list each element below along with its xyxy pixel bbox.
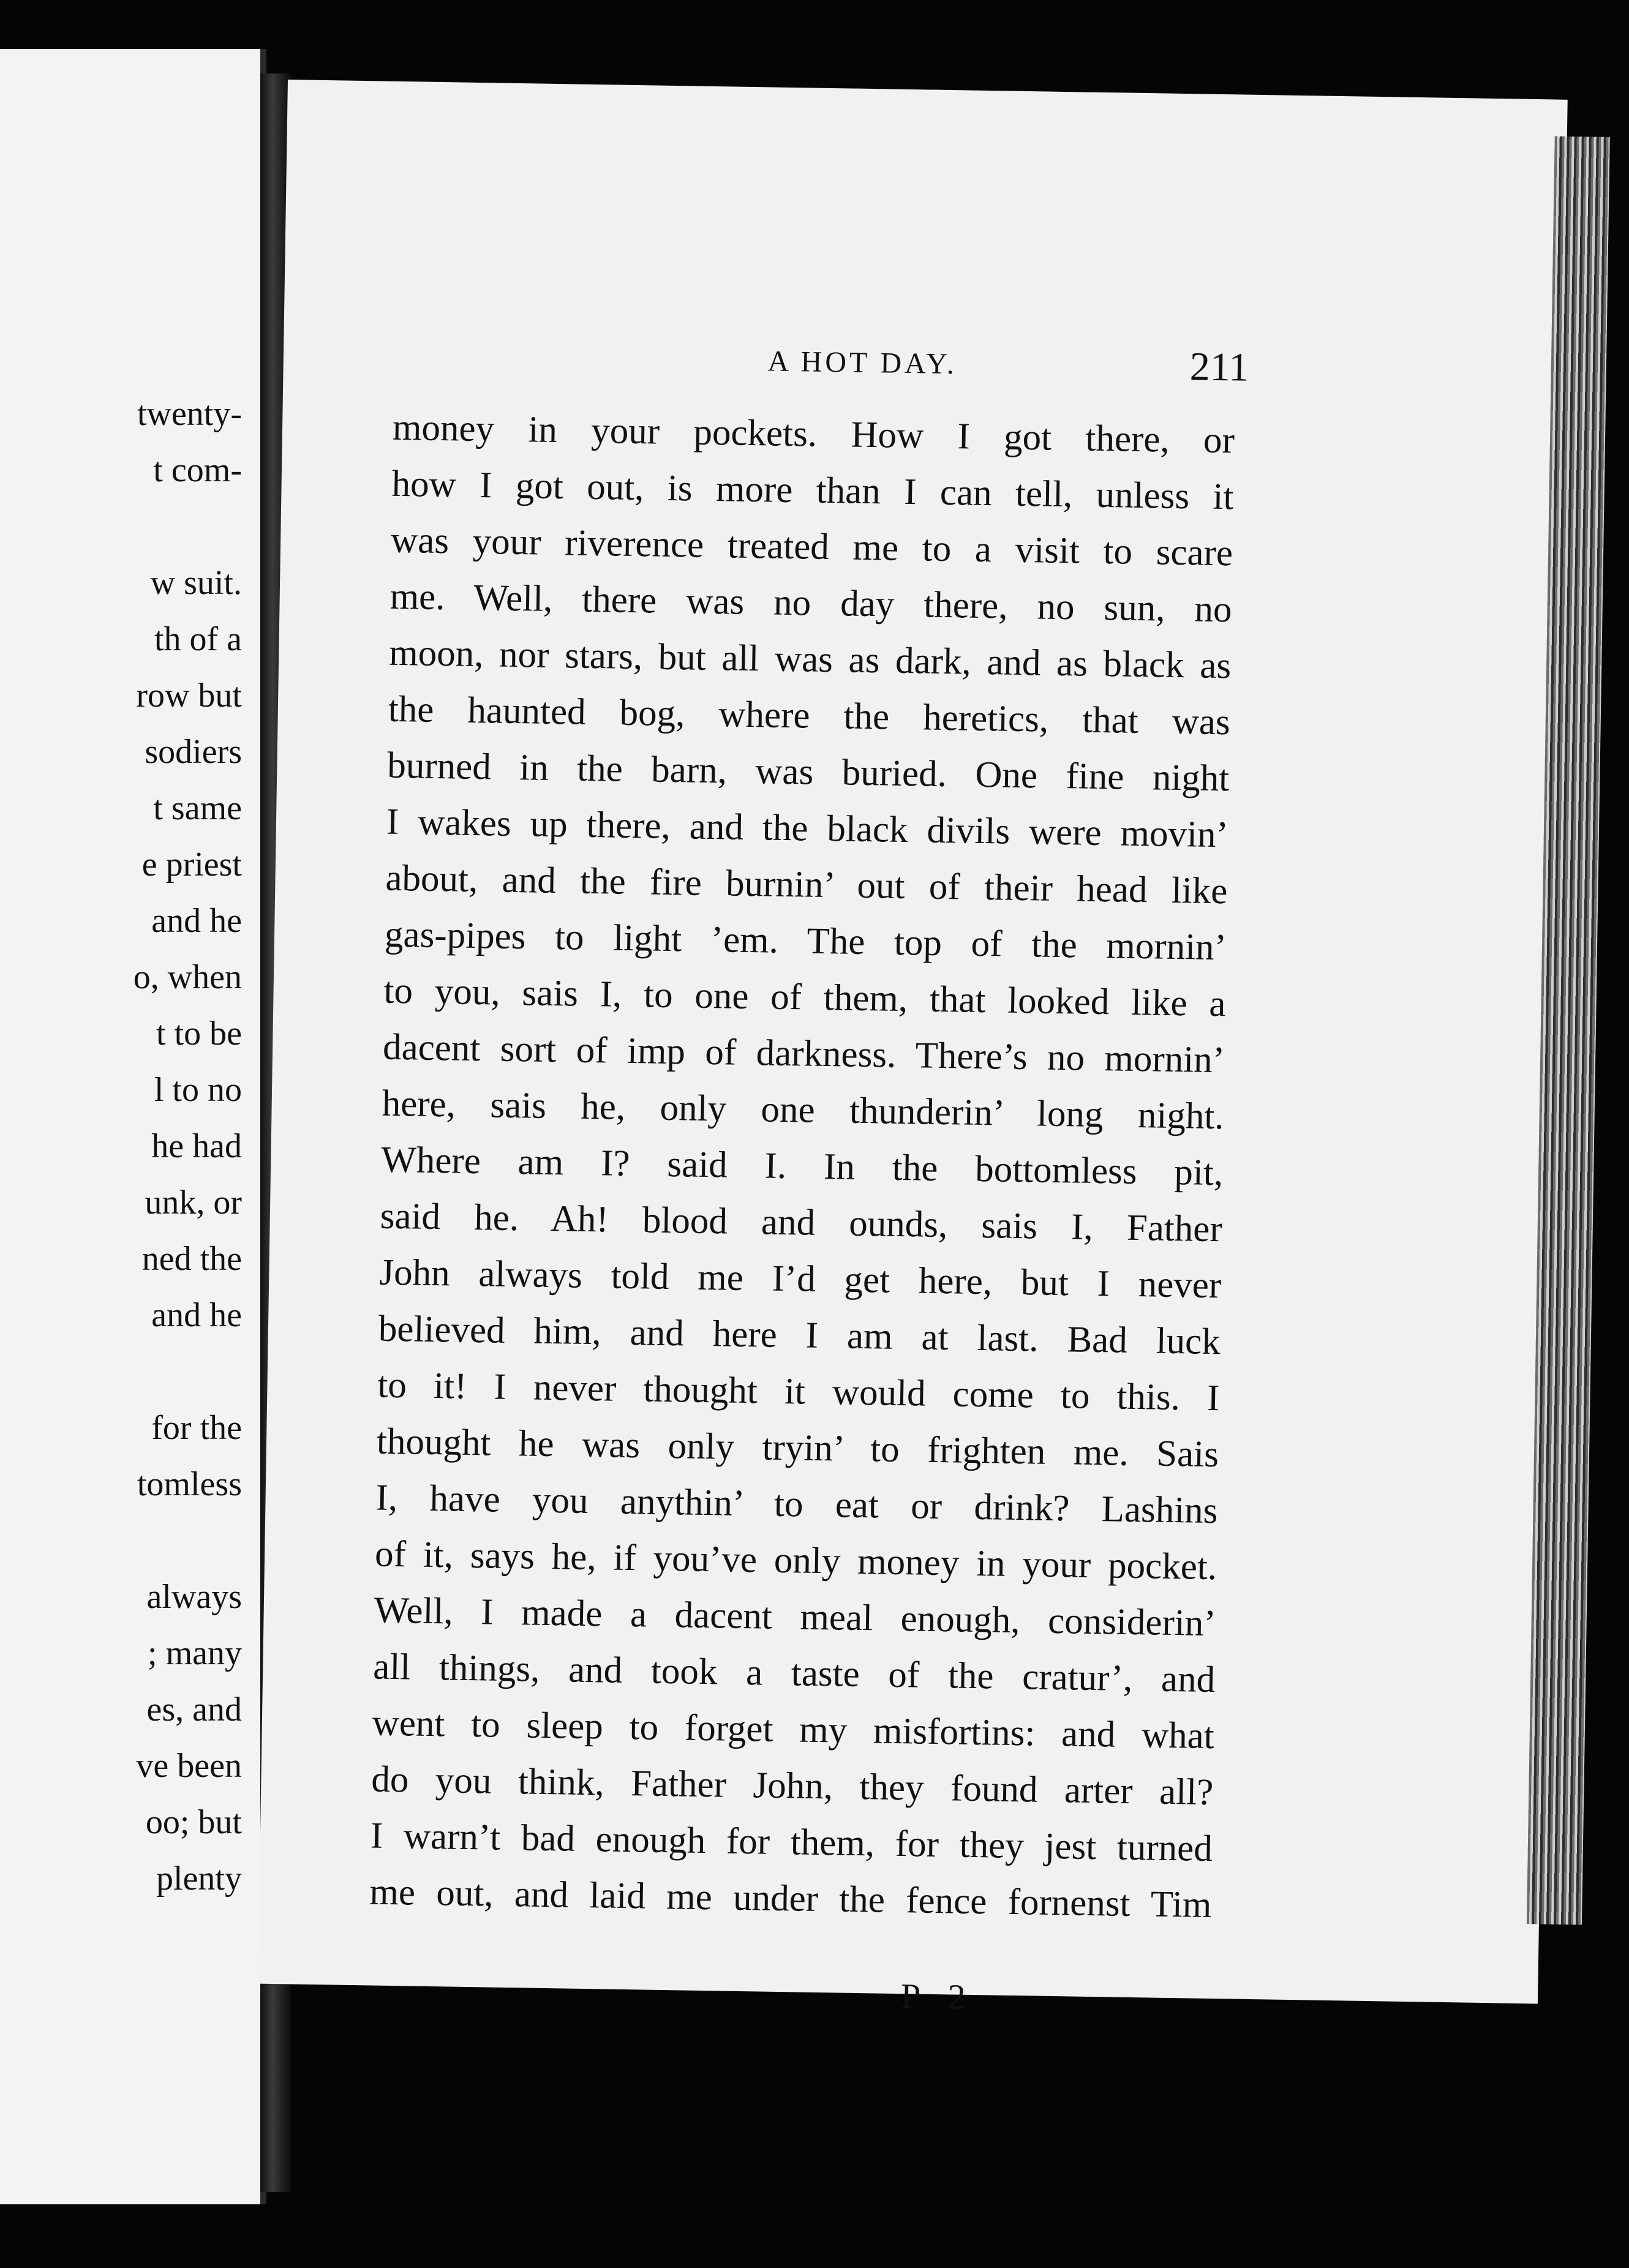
left-page-line: and he [151,902,242,940]
text-line: of it, says he, if you’ve only money in your pocket. [374,1533,1217,1588]
text-line: here, sais he, only one thunderin’ long night. [382,1083,1225,1138]
left-page-line: es, and [146,1691,242,1729]
body-text [369,400,1235,1934]
text-line: to you, sais I, to one of them, that looked like a [383,970,1227,1025]
text-line: about, and the fire burnin’ out of their head like [385,857,1228,912]
text-line: John always told me I’d get here, but I never [378,1252,1222,1307]
left-page-line: he had [151,1127,242,1165]
text-line: me. Well, there was no day there, no sun, no [389,576,1233,631]
text-line: I wakes up there, and the black divils were movin’ [386,801,1229,856]
left-page-line [134,498,242,555]
text-line: burned in the barn, was buried. One fine night [386,745,1230,800]
text-line: Well, I made a dacent meal enough, considerin’ [374,1590,1217,1645]
left-page-line: sodiers [145,733,242,771]
left-page-line: e priest [141,846,242,884]
left-page-line: ; many [148,1634,242,1672]
text-line: I warn’t bad enough for them, for they jest turned [370,1815,1213,1870]
text-line: do you think, Father John, they found arter all? [371,1759,1214,1814]
signature-mark: P 2 [900,1976,976,2018]
text-line: said he. Ah! blood and ounds, sais I, Father [380,1195,1223,1250]
running-head-title: A HOT DAY. [767,345,958,381]
left-page-line: t same [153,789,242,827]
left-page-line [134,1512,242,1569]
text-line: I, have you anythin’ to eat or drink? Lashins [375,1477,1218,1532]
left-page-line: t to be [156,1015,242,1053]
left-page-line: l to no [154,1071,242,1109]
text-line: believed him, and here I am at last. Bad luck [378,1308,1221,1363]
page-edge-stack [1527,137,1610,1925]
left-page-line [134,1343,242,1400]
text-line: Where am I? said I. In the bottomless pit, [380,1139,1224,1194]
text-line: was your riverence treated me to a visit to scare [390,519,1233,574]
left-page-line: t com- [153,451,242,489]
text-line: moon, nor stars, but all was as dark, and as black as [388,632,1232,687]
left-page-line: tomless [137,1465,242,1503]
left-page-line: o, when [133,958,242,996]
left-page-text [134,386,242,1907]
text-line: how I got out, is more than I can tell, unless it [391,463,1235,518]
left-page-line: plenty [156,1860,242,1898]
text-line: money in your pockets. How I got there, or [392,407,1235,462]
text-line: me out, and laid me under the fence fornenst Tim [369,1871,1212,1926]
text-line: thought he was only tryin’ to frighten me. Sais [376,1421,1219,1476]
left-page-line: ve been [136,1747,242,1785]
text-line: all things, and took a taste of the cratur’, and [372,1646,1216,1701]
page-number: 211 [1189,344,1249,390]
text-line: gas-pipes to light ’em. The top of the mornin’ [384,914,1227,969]
left-page-line: twenty- [137,395,242,433]
left-page-line: oo; but [145,1803,242,1841]
left-page-line: w suit. [150,564,242,602]
left-page-line: row but [136,677,242,715]
left-page-line: unk, or [145,1184,242,1222]
left-page-fragment [0,49,266,2204]
text-line: the haunted bog, where the heretics, that was [388,688,1231,743]
left-page-line: for the [151,1409,242,1447]
text-line: went to sleep to forget my misfortins: and what [372,1702,1215,1757]
running-head [284,337,1203,385]
main-page [258,80,1568,2018]
text-line: dacent sort of imp of darkness. There’s no mornin’ [382,1026,1225,1081]
text-line: to it! I never thought it would come to this. I [377,1364,1220,1419]
left-page-line: and he [151,1296,242,1334]
left-page-line: ned the [141,1240,242,1278]
left-page-line: th of a [154,620,242,658]
left-page-line: always [146,1578,242,1616]
